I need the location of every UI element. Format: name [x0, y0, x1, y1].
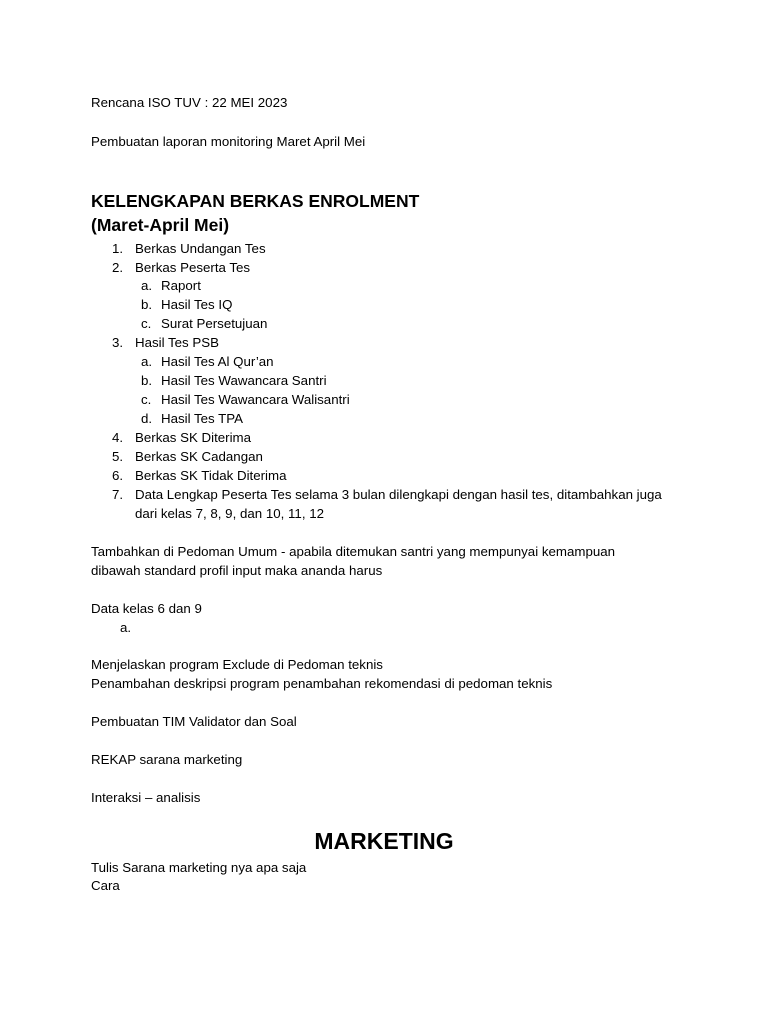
- sub-list-item-letter: c.: [141, 316, 152, 331]
- sub-list-item-letter: b.: [141, 373, 153, 388]
- data-kelas-line: Data kelas 6 dan 9: [91, 601, 202, 616]
- list-item-text: Berkas SK Cadangan: [135, 449, 263, 464]
- section-subheading: (Maret-April Mei): [91, 215, 230, 235]
- sub-list-item-letter: d.: [141, 411, 153, 426]
- list-item-number: 4.: [112, 430, 124, 445]
- list-item-number: 3.: [112, 335, 124, 350]
- marketing-title: MARKETING: [314, 828, 454, 854]
- marketing-line-2: Cara: [91, 878, 120, 893]
- sub-list-item-letter: c.: [141, 392, 152, 407]
- sub-list-item-text: Hasil Tes IQ: [161, 297, 233, 312]
- list-item-number: 2.: [112, 260, 124, 275]
- section-heading: KELENGKAPAN BERKAS ENROLMENT: [91, 191, 420, 211]
- sub-list-item-letter: a.: [141, 278, 153, 293]
- sub-list-item-text: Hasil Tes Wawancara Walisantri: [161, 392, 350, 407]
- list-item-number: 6.: [112, 468, 124, 483]
- list-item-text: Data Lengkap Peserta Tes selama 3 bulan dilengkapi dengan hasil tes, ditambahkan juga: [135, 487, 662, 502]
- sub-list-item-text: Hasil Tes Al Qur’an: [161, 354, 274, 369]
- list-item-text: Berkas Peserta Tes: [135, 260, 251, 275]
- laporan-line: Pembuatan laporan monitoring Maret April Mei: [91, 134, 366, 149]
- sub-list-item-text: Hasil Tes TPA: [161, 411, 244, 426]
- data-kelas-sub-item: a.: [120, 620, 132, 635]
- interaksi-line: Interaksi – analisis: [91, 790, 201, 805]
- list-item-number: 5.: [112, 449, 124, 464]
- rekap-line: REKAP sarana marketing: [91, 752, 243, 767]
- list-item-continuation: [135, 504, 324, 523]
- sub-list-item-letter: a.: [141, 354, 153, 369]
- rencana-line: Rencana ISO TUV : 22 MEI 2023: [91, 95, 288, 110]
- tim-validator-line: Pembuatan TIM Validator dan Soal: [91, 714, 297, 729]
- marketing-line-1: Tulis Sarana marketing nya apa saja: [91, 860, 307, 875]
- penambahan-line: Penambahan deskripsi program penambahan rekomendasi di pedoman teknis: [91, 676, 553, 691]
- list-item-number: 7.: [112, 487, 124, 502]
- sub-list-item-letter: b.: [141, 297, 153, 312]
- sub-list-item-text: Raport: [161, 278, 201, 293]
- list-item-text-continued: dari kelas 7, 8, 9, dan 10, 11, 12: [135, 506, 324, 521]
- list-item-text: Berkas SK Diterima: [135, 430, 252, 445]
- list-item-text: Hasil Tes PSB: [135, 335, 220, 350]
- sub-list-item-text: Surat Persetujuan: [161, 316, 268, 331]
- list-item-text: Berkas SK Tidak Diterima: [135, 468, 287, 483]
- list-item-number: 1.: [112, 241, 124, 256]
- menjelaskan-line: Menjelaskan program Exclude di Pedoman teknis: [91, 657, 383, 672]
- tambahkan-line-2: dibawah standard profil input maka ananda harus: [91, 563, 383, 578]
- list-item-text: Berkas Undangan Tes: [135, 241, 266, 256]
- tambahkan-line-1: Tambahkan di Pedoman Umum - apabila ditemukan santri yang mempunyai kemampuan: [91, 544, 616, 559]
- sub-list-item-text: Hasil Tes Wawancara Santri: [161, 373, 327, 388]
